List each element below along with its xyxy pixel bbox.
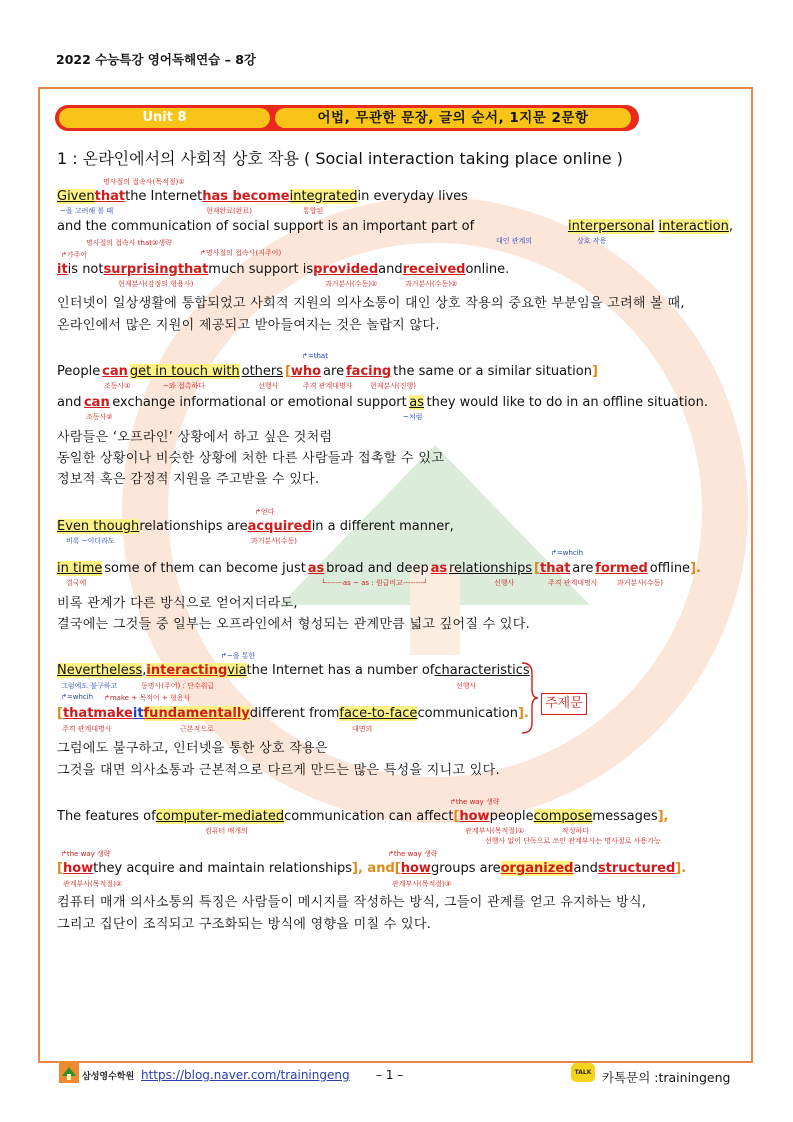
word: received bbox=[402, 262, 466, 277]
text: the Internet has a number of bbox=[246, 663, 435, 678]
annotation: 선행사 bbox=[494, 579, 515, 587]
annotation: 관계부사(목적절)② bbox=[63, 880, 123, 888]
annotation: ~처럼 bbox=[403, 413, 423, 421]
annotation: 결국에 bbox=[66, 579, 87, 587]
word: get in touch with bbox=[129, 364, 240, 379]
korean-translation: 그것을 대면 의사소통과 근본적으로 다르게 만드는 많은 특성을 지니고 있다. bbox=[57, 763, 500, 778]
brace-icon bbox=[517, 661, 540, 735]
annotation: 선행사 bbox=[456, 682, 477, 690]
word: are bbox=[323, 364, 345, 379]
word: it bbox=[132, 706, 144, 721]
text: they acquire and maintain relationships bbox=[93, 861, 353, 876]
bracket: ], and bbox=[352, 861, 395, 876]
korean-translation: 정보적 혹은 감정적 지원을 주고받을 수 있다. bbox=[57, 472, 320, 487]
annotation: 과거분사(수동)② bbox=[405, 280, 458, 288]
korean-translation: 결국에는 그것들 중 일부는 오프라인에서 형성되는 관계만큼 넓고 깊어질 수 있다. bbox=[57, 617, 531, 632]
word: in everyday lives bbox=[357, 189, 468, 204]
word: and bbox=[573, 861, 598, 876]
word: can bbox=[83, 395, 110, 410]
word: People bbox=[57, 364, 101, 379]
word: that bbox=[177, 262, 209, 277]
text: communication can affect bbox=[284, 809, 454, 824]
sentence-4-line-1 bbox=[57, 663, 530, 678]
annotation: 대면의 bbox=[352, 725, 373, 733]
sentence-2-line-1 bbox=[57, 364, 598, 379]
bracket: [ bbox=[394, 861, 401, 876]
annotation: 선행사 없이 단독으로 쓰인 관계부사는 명사절로 사용가능 bbox=[485, 837, 661, 845]
word: offline bbox=[649, 561, 691, 576]
passage-title: 1 : 온라인에서의 사회적 상호 작용 ( Social interaction taking place online ) bbox=[57, 149, 623, 168]
word: and bbox=[57, 395, 82, 410]
word: and bbox=[378, 262, 403, 277]
word: integrated bbox=[289, 189, 358, 204]
text: The features of bbox=[57, 809, 156, 824]
word: messages bbox=[592, 809, 658, 824]
text: in a different manner, bbox=[311, 519, 454, 534]
text: broad and deep bbox=[326, 561, 429, 576]
annotation: 그럼에도 불구하고 bbox=[61, 682, 118, 690]
word: characteristics bbox=[434, 663, 530, 678]
annotation: ↱=that bbox=[302, 352, 328, 360]
document-header: 2022 수능특강 영어독해연습 – 8강 bbox=[56, 52, 256, 67]
word: interacting bbox=[146, 663, 228, 678]
kakao-contact: 카톡문의 :trainingeng bbox=[602, 1070, 731, 1085]
word: others bbox=[241, 364, 284, 379]
annotation: ↱명사절의 접속사(지주어) bbox=[200, 249, 282, 257]
annotation: 관계부사(목적절)① bbox=[465, 827, 525, 835]
korean-translation: 그럼에도 불구하고, 인터넷을 통한 상호 작용은 bbox=[57, 741, 328, 756]
word: as bbox=[307, 561, 325, 576]
word: as bbox=[430, 561, 448, 576]
word: who bbox=[290, 364, 322, 379]
bracket: ]. bbox=[517, 706, 529, 721]
word: how bbox=[459, 809, 490, 824]
korean-translation: 동일한 상황이나 비슷한 상황에 처한 다른 사람들과 접촉할 수 있고 bbox=[57, 451, 445, 466]
academy-logo-icon bbox=[59, 1061, 79, 1083]
word: facing bbox=[346, 364, 392, 379]
bracket: ]. bbox=[690, 561, 701, 576]
word: much support is bbox=[208, 262, 314, 277]
page-number: – 1 – bbox=[376, 1068, 404, 1082]
annotation: ↱the way 생략 bbox=[61, 850, 111, 858]
bracket: ] bbox=[591, 364, 598, 379]
word: organized bbox=[500, 861, 574, 876]
korean-translation: 컴퓨터 매개 의사소통의 특징은 사람들이 메시지를 작성하는 방식, 그들이 관계를 얻고 유지하는 방식, bbox=[57, 895, 647, 910]
word: interaction bbox=[658, 219, 729, 234]
annotation: ↱make + 목적어 + 형용사 bbox=[104, 694, 191, 702]
korean-translation: 인터넷이 일상생활에 통합되었고 사회적 지원의 의사소통이 대인 상호 작용의 중요한 부분임을 고려해 볼 때, bbox=[57, 296, 685, 311]
text: relationships are bbox=[139, 519, 248, 534]
text: some of them can become just bbox=[104, 561, 306, 576]
annotation: ↱the way 생략 bbox=[388, 850, 438, 858]
annotation: 현재완료(완료) bbox=[206, 207, 253, 215]
kakaotalk-icon: TALK bbox=[571, 1063, 595, 1082]
word: has become bbox=[202, 189, 290, 204]
blog-link[interactable]: https://blog.naver.com/trainingeng bbox=[141, 1068, 350, 1082]
punct: , bbox=[728, 219, 733, 234]
word: communication bbox=[417, 706, 518, 721]
word: people bbox=[489, 809, 534, 824]
annotation: 주격 관계대명사 bbox=[62, 725, 112, 733]
annotation: 주격 관계대명사 bbox=[303, 382, 353, 390]
word: formed bbox=[595, 561, 648, 576]
word: online. bbox=[465, 262, 510, 277]
annotation: ↱~을 통한 bbox=[221, 652, 256, 660]
bracket: [ bbox=[284, 364, 291, 379]
annotation: 통합된 bbox=[303, 207, 324, 215]
word: Nevertheless bbox=[57, 663, 143, 678]
annotation: ↱=whcih bbox=[551, 549, 584, 557]
word: interpersonal bbox=[567, 219, 655, 234]
text: different from bbox=[249, 706, 340, 721]
korean-translation: 온라인에서 많은 지원이 제공되고 받아들여지는 것은 놀랍지 않다. bbox=[57, 318, 440, 333]
word: in time bbox=[57, 561, 103, 576]
annotation: 상호 작용 bbox=[577, 237, 607, 245]
word: relationships bbox=[449, 561, 533, 576]
word: make bbox=[93, 706, 133, 721]
text: and the communication of social support is an important part of bbox=[57, 219, 475, 234]
sentence-2-line-2 bbox=[57, 395, 708, 410]
sentence-3-line-1 bbox=[57, 519, 454, 534]
word: acquired bbox=[247, 519, 312, 534]
word: compose bbox=[533, 809, 593, 824]
unit-label: Unit 8 bbox=[59, 108, 270, 128]
word: computer-mediated bbox=[155, 809, 285, 824]
annotation: 명사절의 접속사 that②생략 bbox=[86, 239, 172, 247]
korean-translation: 그리고 집단이 조직되고 구조화되는 방식에 영향을 미칠 수 있다. bbox=[57, 917, 432, 932]
annotation: 비록 ~이더라도 bbox=[66, 537, 115, 545]
annotation: ↱가주어 bbox=[61, 251, 88, 259]
bracket: ]. bbox=[675, 861, 687, 876]
annotation: ↱얻다 bbox=[255, 508, 275, 516]
word: Even though bbox=[57, 519, 140, 534]
word: how bbox=[62, 861, 94, 876]
bracket: [ bbox=[453, 809, 460, 824]
annotation: ↱the way 생략 bbox=[450, 798, 500, 806]
annotation: 관계부사(목적절)③ bbox=[392, 880, 452, 888]
punct: , bbox=[142, 663, 147, 678]
word: surprising bbox=[103, 262, 178, 277]
text: exchange informational or emotional support bbox=[112, 395, 407, 410]
annotation: 선행사 bbox=[258, 382, 279, 390]
word: how bbox=[400, 861, 431, 876]
sentence-4-line-2 bbox=[57, 706, 529, 721]
word: can bbox=[102, 364, 128, 379]
annotation: 대인 관계의 bbox=[496, 237, 533, 245]
word: face-to-face bbox=[339, 706, 418, 721]
word: structured bbox=[597, 861, 676, 876]
word: via bbox=[227, 663, 247, 678]
annotation: ↱=whcih bbox=[61, 693, 94, 701]
unit-topic: 어법, 무관한 문장, 글의 순서, 1지문 2문항 bbox=[275, 108, 631, 128]
topic-sentence-badge: 주제문 bbox=[541, 693, 587, 715]
word: as bbox=[409, 395, 424, 410]
annotation: 동명사(주어) : 단수취급 bbox=[141, 682, 215, 690]
annotation: 조동사① bbox=[104, 382, 131, 390]
annotation: 과거분사(수동) bbox=[251, 537, 298, 545]
annotation: └-------as ~ as : 원급비교--------┘ bbox=[321, 579, 428, 587]
annotation: ~을 고려해 볼 때 bbox=[60, 207, 114, 215]
academy-name: 삼성영수학원 bbox=[82, 1072, 135, 1082]
text: they would like to do in an offline situation. bbox=[426, 395, 708, 410]
word: are bbox=[572, 561, 594, 576]
annotation: 명사절의 접속사(목적절)① bbox=[103, 178, 185, 186]
annotation: 작성하다 bbox=[562, 827, 590, 835]
word: is not bbox=[67, 262, 104, 277]
word: that bbox=[94, 189, 126, 204]
unit-banner bbox=[55, 105, 639, 131]
annotation: 현재분사(진행) bbox=[370, 382, 417, 390]
annotation: 현재분사(감정의 형용사) bbox=[118, 280, 194, 288]
word: that bbox=[539, 561, 571, 576]
korean-translation: 비록 관계가 다른 방식으로 얻어지더라도, bbox=[57, 596, 298, 611]
bracket: [ bbox=[57, 706, 63, 721]
sentence-5-line-2 bbox=[57, 861, 687, 876]
word: the same or a similar situation bbox=[393, 364, 592, 379]
word: fundamentally bbox=[143, 706, 250, 721]
annotation: 주격 관계대명사 bbox=[548, 579, 598, 587]
word: Given bbox=[57, 189, 95, 204]
sentence-1-line-2 bbox=[57, 219, 733, 234]
annotation: 과거분사(수동) bbox=[617, 579, 664, 587]
sentence-5-line-1 bbox=[57, 809, 668, 824]
bracket: ], bbox=[657, 809, 669, 824]
annotation: ~와 접촉하다 bbox=[163, 382, 205, 390]
bracket: [ bbox=[534, 561, 540, 576]
bracket: [ bbox=[57, 861, 63, 876]
word: provided bbox=[313, 262, 379, 277]
annotation: 조동사② bbox=[86, 413, 113, 421]
annotation: 근본적으로 bbox=[180, 725, 214, 733]
text: groups are bbox=[430, 861, 501, 876]
sentence-3-line-2 bbox=[57, 561, 701, 576]
word: the Internet bbox=[125, 189, 203, 204]
annotation: 과거분사(수동)① bbox=[325, 280, 378, 288]
word: that bbox=[62, 706, 94, 721]
word: it bbox=[57, 262, 68, 277]
annotation: 컴퓨터 매개의 bbox=[205, 827, 248, 835]
korean-translation: 사람들은 ‘오프라인’ 상황에서 하고 싶은 것처럼 bbox=[57, 430, 333, 445]
sentence-1-line-3 bbox=[57, 262, 510, 277]
sentence-1-line-1 bbox=[57, 189, 468, 204]
